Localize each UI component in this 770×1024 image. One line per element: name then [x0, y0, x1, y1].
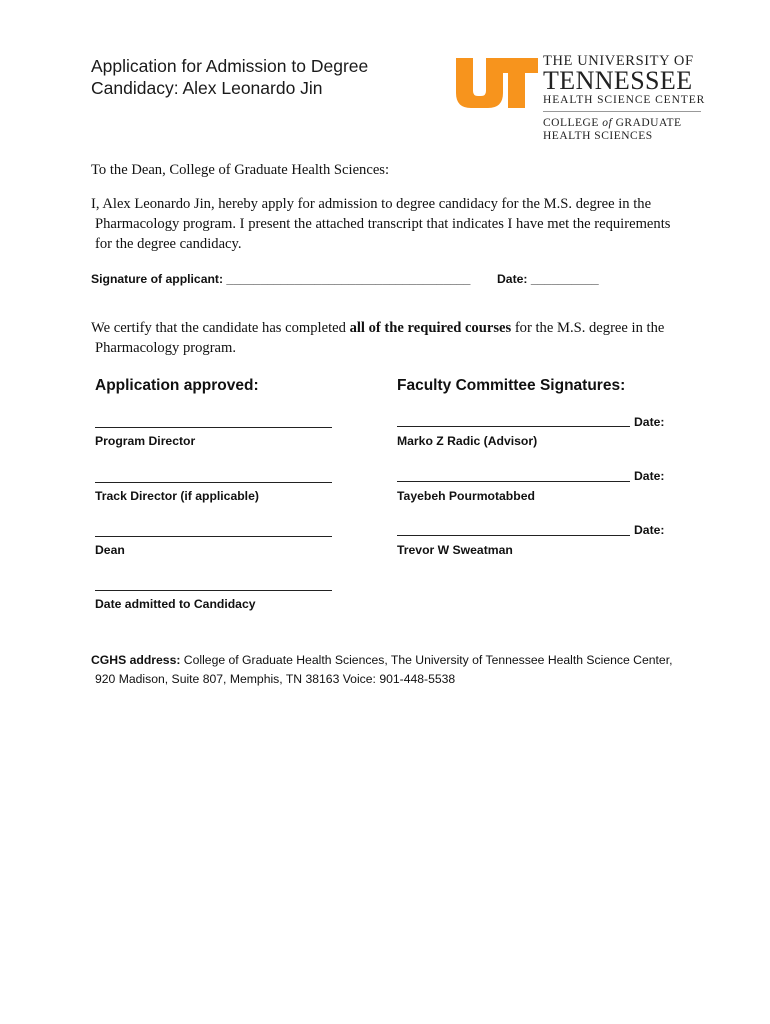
application-approved-heading: Application approved:: [95, 377, 259, 394]
certify-line-1: We certify that the candidate has completed all of the required courses for the M.S. degree in the: [91, 320, 665, 336]
dean-label: Dean: [95, 543, 125, 557]
certify-emphasis: all of the required courses: [349, 320, 512, 336]
college-line-1: COLLEGE of GRADUATE: [543, 117, 682, 129]
wordmark-university-of: THE UNIVERSITY OF: [543, 53, 694, 69]
wordmark-tennessee: TENNESSEE: [543, 66, 693, 95]
member-2-signature-line[interactable]: [397, 481, 630, 482]
member-2-date-label[interactable]: Date:: [634, 469, 665, 483]
faculty-committee-heading: Faculty Committee Signatures:: [397, 377, 626, 394]
dean-signature-line[interactable]: [95, 536, 332, 537]
advisor-date-label[interactable]: Date:: [634, 415, 665, 429]
salutation: To the Dean, College of Graduate Health Sciences:: [91, 162, 390, 178]
member-3-name: Trevor W Sweatman: [397, 543, 513, 557]
program-director-signature-line[interactable]: [95, 427, 332, 428]
member-3-signature-line[interactable]: [397, 535, 630, 536]
advisor-name: Marko Z Radic (Advisor): [397, 434, 538, 448]
logo-divider: [543, 111, 701, 112]
cghs-address-line-2: 920 Madison, Suite 807, Memphis, TN 38163 Voice: 901-448-5538: [95, 672, 456, 686]
cghs-address-line-1: CGHS address: College of Graduate Health Sciences, The University of Tennessee Health Science Center,: [91, 653, 673, 667]
address-label: CGHS address:: [91, 653, 181, 667]
title-line-2: Candidacy: Alex Leonardo Jin: [91, 78, 323, 98]
application-line-1: I, Alex Leonardo Jin, hereby apply for admission to degree candidacy for the M.S. degree in the: [91, 196, 652, 212]
track-director-signature-line[interactable]: [95, 482, 332, 483]
college-wordmark: [543, 117, 682, 142]
candidacy-date-label: Date admitted to Candidacy: [95, 597, 256, 611]
college-line-2: HEALTH SCIENCES: [543, 129, 653, 142]
institution-wordmark: [543, 53, 705, 107]
document-title: [91, 55, 368, 99]
track-director-label: Track Director (if applicable): [95, 489, 259, 503]
applicant-date-field[interactable]: Date: __________: [497, 272, 599, 286]
member-3-date-label[interactable]: Date:: [634, 523, 665, 537]
title-line-1: Application for Admission to Degree: [91, 56, 369, 76]
advisor-signature-line[interactable]: [397, 426, 630, 427]
ut-logo-mark: [456, 58, 538, 108]
candidacy-date-line[interactable]: [95, 590, 332, 591]
application-line-2: Pharmacology program. I present the attached transcript that indicates I have met the requirements: [95, 216, 671, 232]
program-director-label: Program Director: [95, 434, 196, 448]
member-2-name: Tayebeh Pourmotabbed: [397, 489, 535, 503]
applicant-signature-field[interactable]: Signature of applicant: ____________________________________: [91, 272, 471, 286]
wordmark-health-science-center: HEALTH SCIENCE CENTER: [543, 94, 706, 106]
application-line-3: for the degree candidacy.: [95, 236, 242, 252]
certify-line-2: Pharmacology program.: [95, 340, 237, 356]
